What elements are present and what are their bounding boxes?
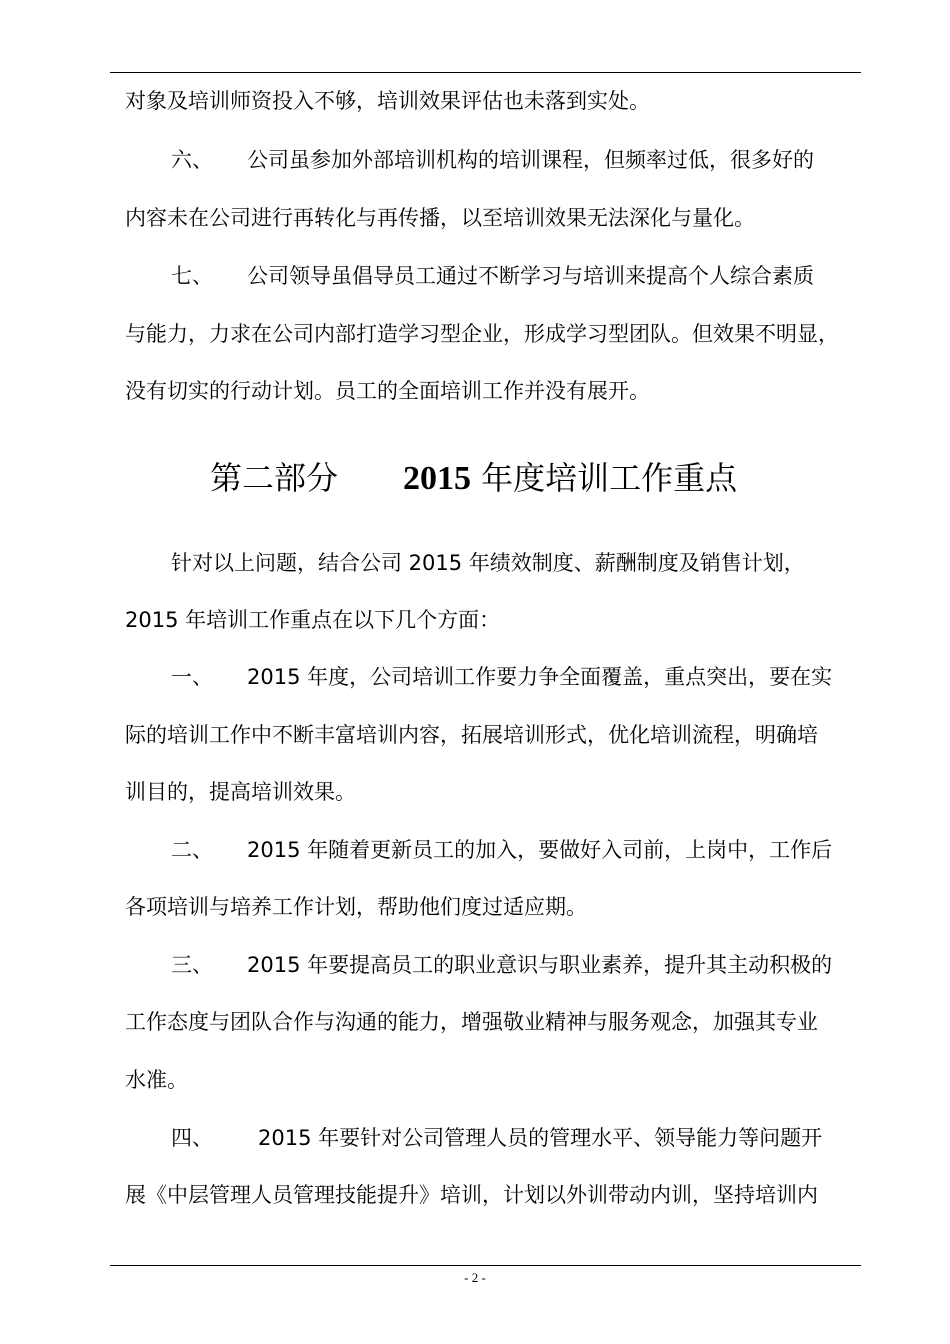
list-item-4 (171, 1124, 822, 1152)
paragraph-line: 训目的，提高培训效果。 (125, 780, 356, 804)
paragraph-line: 各项培训与培养工作计划，帮助他们度过适应期。 (125, 895, 587, 919)
footer-rule (110, 1265, 861, 1266)
paragraph-line: 展《中层管理人员管理技能提升》培训，计划以外训带动内训，坚持培训内 (125, 1183, 818, 1207)
paragraph-line: 水准。 (125, 1068, 188, 1092)
list-number: 六、 (171, 148, 213, 172)
paragraph-line: 没有切实的行动计划。员工的全面培训工作并没有展开。 (125, 379, 650, 403)
header-rule (110, 72, 861, 73)
list-item-7 (171, 262, 814, 290)
section-heading-text: 年度培训工作重点 (481, 459, 738, 497)
paragraph-line: 2015 年度，公司培训工作要力争全面覆盖，重点突出，要在实 (247, 665, 833, 689)
list-number: 七、 (171, 264, 213, 288)
list-number: 二、 (171, 838, 213, 862)
section-heading-year: 2015 (403, 460, 471, 497)
list-number: 一、 (171, 665, 213, 689)
paragraph-line: 针对以上问题，结合公司 2015 年绩效制度、薪酬制度及销售计划， (171, 551, 805, 575)
list-number: 四、 (171, 1126, 213, 1150)
section-heading-title (403, 458, 737, 499)
paragraph-line: 2015 年要针对公司管理人员的管理水平、领导能力等问题开 (258, 1126, 823, 1150)
paragraph-line: 2015 年随着更新员工的加入，要做好入司前，上岗中，工作后 (247, 838, 833, 862)
list-item-6 (171, 146, 814, 174)
list-item-3 (171, 951, 832, 979)
section-heading-part: 第二部分 (210, 459, 339, 497)
paragraph-line: 对象及培训师资投入不够，培训效果评估也未落到实处。 (125, 89, 650, 113)
paragraph-line: 与能力，力求在公司内部打造学习型企业，形成学习型团队。但效果不明显， (125, 322, 839, 346)
page-number: - 2 - (464, 1270, 486, 1285)
paragraph-line: 际的培训工作中不断丰富培训内容，拓展培训形式，优化培训流程，明确培 (125, 723, 818, 747)
paragraph-line: 公司领导虽倡导员工通过不断学习与培训来提高个人综合素质 (247, 264, 814, 288)
paragraph-line: 工作态度与团队合作与沟通的能力，增强敬业精神与服务观念，加强其专业 (125, 1010, 818, 1034)
paragraph-line: 公司虽参加外部培训机构的培训课程，但频率过低，很多好的 (247, 148, 814, 172)
list-item-2 (171, 836, 832, 864)
paragraph-line: 2015 年培训工作重点在以下几个方面： (125, 608, 501, 632)
list-number: 三、 (171, 953, 213, 977)
paragraph-line: 内容未在公司进行再转化与再传播，以至培训效果无法深化与量化。 (125, 206, 755, 230)
paragraph-line: 2015 年要提高员工的职业意识与职业素养，提升其主动积极的 (247, 953, 833, 977)
list-item-1 (171, 663, 832, 691)
